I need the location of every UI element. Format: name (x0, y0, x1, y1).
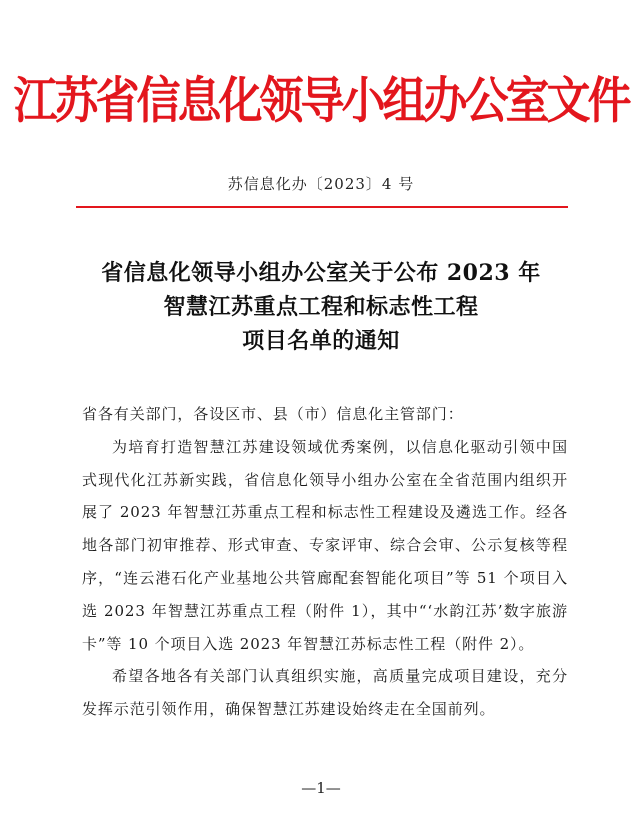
notice-paragraph: 为培育打造智慧江苏建设领域优秀案例，以信息化驱动引领中国式现代化江苏新实践，省信息化领导小组办公室在全省范围内组织开展了 2023 年智慧江苏重点工程和标志性工程建设及遴选工作。经各地各部门初审推荐、形式审查、专家评审、综合会审、公示复核等程序，“连云港石化产业基地公共管廊配套智能化项目”等 51 个项目入选 2023 年智慧江苏重点工程（附件 1），其中“‘水韵江苏’数字旅游卡”等 10 个项目入选 2023 年智慧江苏标志性工程（附件 2）。 (82, 437, 568, 653)
document-number: 苏信息化办〔2023〕4 号 (227, 175, 415, 193)
red-divider-line (76, 206, 568, 208)
notice-title-line: 省信息化领导小组办公室关于公布 2023 年 (101, 260, 541, 286)
notice-title-line: 智慧江苏重点工程和标志性工程 (163, 294, 479, 320)
document-masthead: 江苏省信息化领导小组办公室文件 (13, 72, 629, 130)
notice-salutation: 省各有关部门，各设区市、县（市）信息化主管部门： (82, 405, 464, 423)
notice-title (0, 256, 642, 358)
notice-title-line: 项目名单的通知 (242, 328, 400, 354)
notice-paragraph: 希望各地各有关部门认真组织实施，高质量完成项目建设，充分发挥示范引领作用，确保智慧江苏建设始终走在全国前列。 (82, 667, 568, 719)
page-number: —1— (301, 779, 341, 797)
notice-body (82, 398, 568, 726)
